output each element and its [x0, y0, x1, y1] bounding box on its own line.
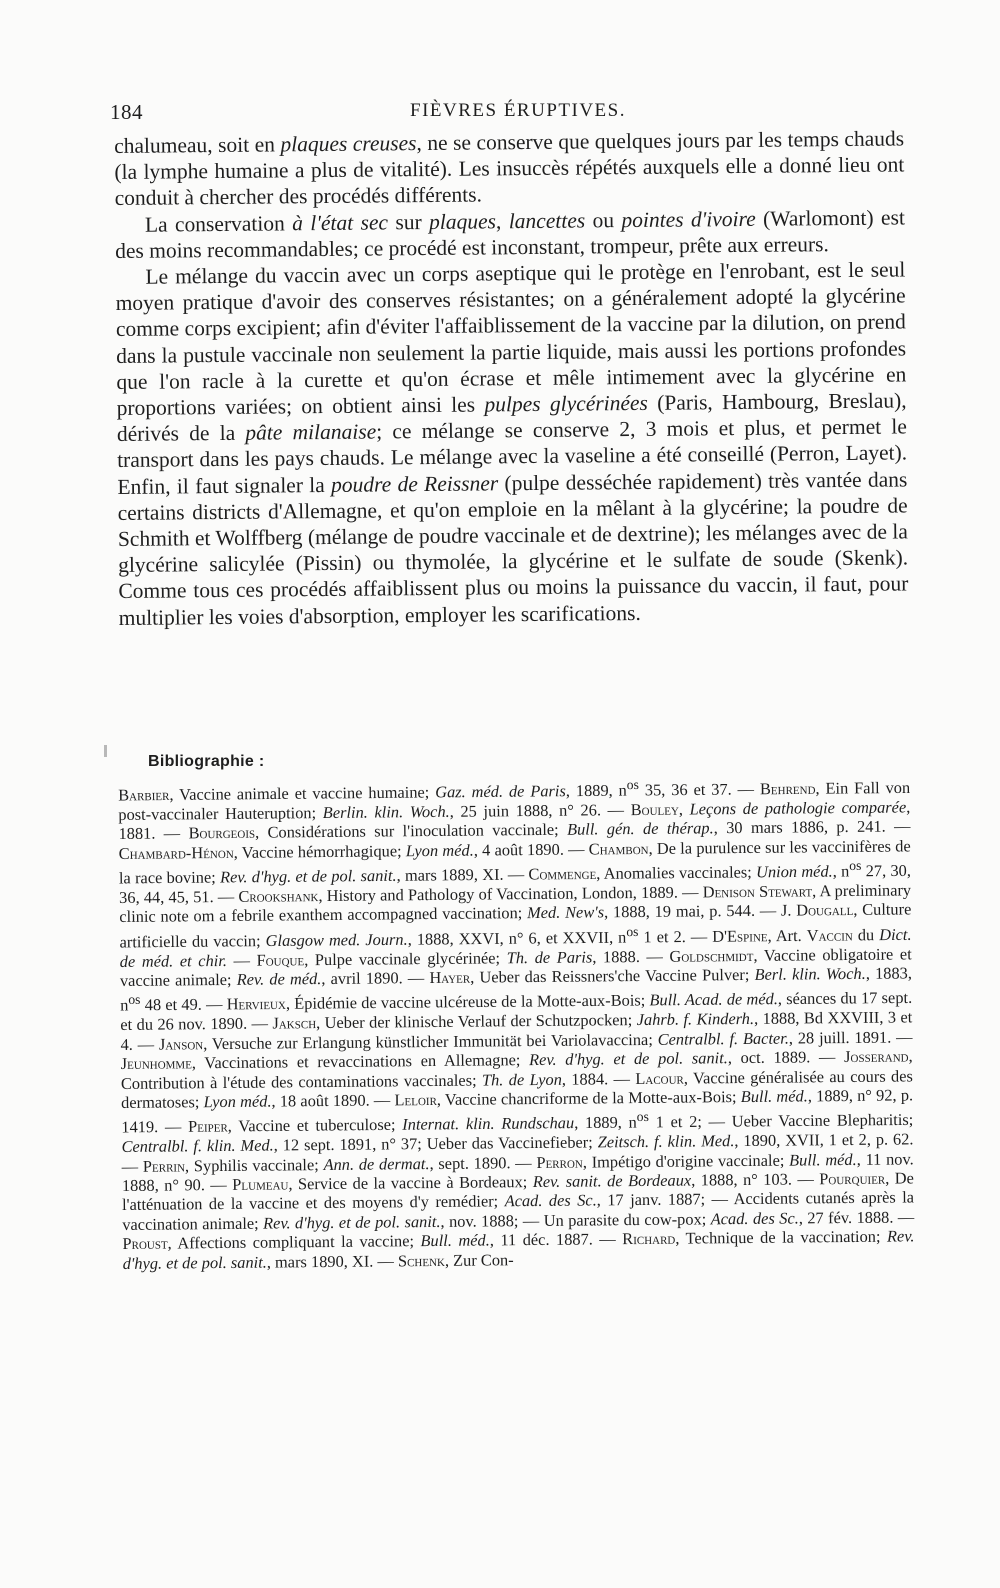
- paragraph-continuation: chalumeau, soit en plaques creuses, ne se conserve que quelques jours par les temps chauds (la lymphe humaine a plus de vitalité). Les insuccès répétés auxquels elle a donné lieu ont conduit à chercher des procédés différents.: [114, 126, 905, 211]
- running-header: [110, 100, 910, 128]
- paragraph-glycerine-mixture: Le mélange du vaccin avec un corps aseptique qui le protège en l'enrobant, est le seul moyen pratique d'avoir des conserves résistantes; on a généralement adopté la glycérine comme corps excipient; afin d'éviter l'affaiblissement de la vaccine par la dilution, on prend dans la pustule vaccinale non seulement la partie liquide, mais aussi les portions profondes que l'on racle à la curette et qu'on écrase et mêle intimement avec la glycérine en proportions variées; on obtient ainsi les pulpes glycérinées (Paris, Hambourg, Breslau), dérivés de la pâte milanaise; ce mélange se conserve 2, 3 mois et plus, et permet le transport dans les pays chauds. Le mélange avec la vaseline a été conseillé (Perron, Layet). Enfin, il faut signaler la poudre de Reissner (pulpe desséchée rapidement) très vantée dans certains districts d'Allemagne, et qu'on emploie en la mêlant à la glycérine; la poudre de Schmith et Wolffberg (mélange de poudre vaccinale et de dextrine); les mélanges avec de la glycérine salicylée (Pissin) ou thymolée, la glycérine et le sulfate de soude (Skenk). Comme tous ces procédés affaiblissent plus ou moins la puissance du vaccin, il faut, pour multiplier les voies d'absorption, employer les scarifications.: [115, 257, 909, 630]
- margin-mark: [104, 745, 107, 757]
- paragraph-dry-conservation: La conservation à l'état sec sur plaques, lancettes ou pointes d'ivoire (Warlomont) est des moins recommandables; ce procédé est inconstant, trompeur, prête aux erreurs.: [115, 205, 905, 263]
- page-number: 184: [110, 100, 143, 124]
- main-text: [114, 125, 909, 630]
- running-title: FIÈVRES ÉRUPTIVES.: [410, 100, 626, 121]
- bibliography-list: [118, 772, 915, 1273]
- bibliography-entries: Barbier, Vaccine animale et vaccine humaine; Gaz. méd. de Paris, 1889, $n^{os}$ 35, 36 et 37. — Behrend, Ein Fall von post-vaccinaler Hauteruption; Berlin. klin. Woch., 25 juin 1888, n° 26. — Bouley, Leçons de pathologie comparée, 1881. — Bourgeois, Considérations sur l'inoculation vaccinale; Bull. gén. de thérap., 30 mars 1886, p. 241. — Chambard-Hénon, Vaccine hémorrhagique; Lyon méd., 4 août 1890. — Chambon, De la purulence sur les vaccinifères de la race bovine; Rev. d'hyg. et de pol. sanit., mars 1889, XI. — Commenge, Anomalies vaccinales; Union méd., $n^{os}$ 27, 30, 36, 44, 45, 51. — Crookshank, History and Pathology of Vaccination, London, 1889. — Denison Stewart, A preliminary clinic note om a febrile exanthem accompagned vaccination; Med. New's, 1888, 19 mai, p. 544. — J. Dougall, Culture artificielle du vaccin; Glasgow med. Journ., 1888, XXVI, n° 6, et XXVII, $n^{os}$ 1 et 2. — D'Espine, Art. Vaccin du Dict. de méd. et chir. — Fouque, Pulpe vaccinale glycérinée; Th. de Paris, 1888. — Goldschmidt, Vaccine obligatoire et vaccine animale; Rev. de méd., avril 1890. — Hayer, Ueber das Reissners'che Vaccine Pulver; Berl. klin. Woch., 1883, $n^{os}$ 48 et 49. — Hervieux, Épidémie de vaccine ulcéreuse de la Motte-aux-Bois; Bull. Acad. de méd., séances du 17 sept. et du 26 nov. 1890. — Jaksch, Ueber der klinische Verlauf der Schutzpocken; Jahrb. f. Kinderh., 1888, Bd XXVIII, 3 et 4. — Janson, Versuche zur Erlangung künstlicher Immunität bei Variolavaccina; Centralbl. f. Bacter., 28 juill. 1891. — Jeunhomme, Vaccinations et revaccinations en Allemagne; Rev. d'hyg. et de pol. sanit., oct. 1889. — Josserand, Contribution à l'étude des contaminations vaccinales; Th. de Lyon, 1884. — Lacour, Vaccine généralisée au cours des dermatoses; Lyon méd., 18 août 1890. — Leloir, Vaccine chancriforme de la Motte-aux-Bois; Bull. méd., 1889, n° 92, p. 1419. — Peiper, Vaccine et tuberculose; Internat. klin. Rundschau, 1889, $n^{os}$ 1 et 2; — Ueber Vaccine Blepharitis; Centralbl. f. klin. Med., 12 sept. 1891, n° 37; Ueber das Vaccinefieber; Zeitsch. f. klin. Med., 1890, XVII, 1 et 2, p. 62. — Perrin, Syphilis vaccinale; Ann. de dermat., sept. 1890. — Perron, Impétigo d'origine vaccinale; Bull. méd., 11 nov. 1888, n° 90. — Plumeau, Service de la vaccine à Bordeaux; Rev. sanit. de Bordeaux, 1888, n° 103. — Pourquier, De l'atténuation de la vaccine et des moyens d'y remédier; Acad. des Sc., 17 janv. 1887; — Accidents cutanés après la vaccination animale; Rev. d'hyg. et de pol. sanit., nov. 1888; — Un parasite du cow-pox; Acad. des Sc., 27 fév. 1888. — Proust, Affections compliquant la vaccine; Bull. méd., 11 déc. 1887. — Richard, Technique de la vaccination; Rev. d'hyg. et de pol. sanit., mars 1890, XI. — Schenk, Zur Con-: [118, 777, 915, 1273]
- bibliography-heading: Bibliographie :: [148, 753, 265, 770]
